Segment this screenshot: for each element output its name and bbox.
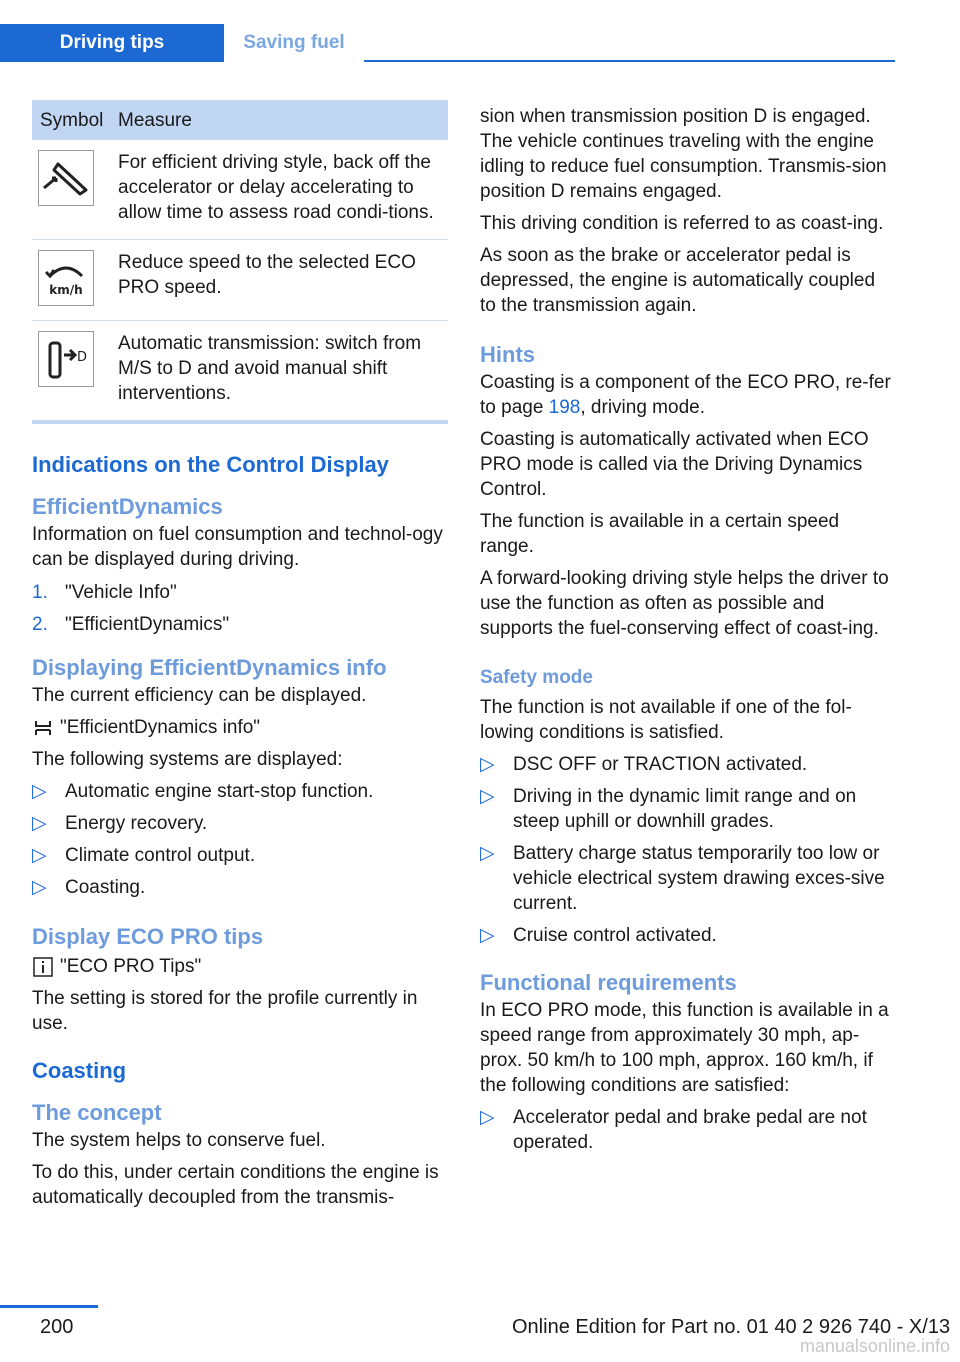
accelerator-pedal-icon	[38, 150, 94, 206]
menu-line	[32, 715, 448, 740]
paragraph: The system helps to conserve fuel.	[32, 1130, 326, 1151]
page-number: 200	[40, 1316, 74, 1338]
measure-text: For efficient driving style, back off the accelerator or delay accelerating to allow time to assess road condi-tions.	[118, 152, 434, 223]
step-text: "Vehicle Info"	[65, 582, 177, 603]
steps-list	[32, 580, 448, 637]
svg-text:D: D	[76, 350, 88, 365]
step-text: "EfficientDynamics"	[65, 614, 230, 635]
right-column	[480, 104, 896, 1155]
header-symbol: Symbol	[40, 109, 104, 131]
paragraph: This driving condition is referred to as coast-ing.	[480, 213, 884, 234]
efficientdynamics-icon	[32, 717, 54, 739]
triangle-bullet-icon: ▷	[32, 781, 47, 802]
page-link[interactable]: 198	[548, 397, 581, 418]
menu-label: "EfficientDynamics info"	[60, 717, 261, 738]
footer-rule	[0, 1305, 98, 1308]
triangle-bullet-icon: ▷	[480, 754, 495, 775]
heading-safety-mode: Safety mode	[480, 667, 593, 688]
table-row	[32, 140, 448, 240]
paragraph: sion when transmission position D is engaged. The vehicle continues traveling with the engine idling to reduce fuel consumption. Transmis-sion position D remains engaged.	[480, 106, 887, 202]
paragraph: As soon as the brake or accelerator pedal is depressed, the engine is automatically coupled to the transmission again.	[480, 245, 876, 316]
paragraph: Information on fuel consumption and technol-ogy can be displayed during driving.	[32, 524, 443, 570]
paragraph: The following systems are displayed:	[32, 749, 343, 770]
info-icon	[32, 956, 54, 978]
heading-concept: The concept	[32, 1100, 162, 1125]
header-measure: Measure	[118, 109, 192, 131]
measure-text: Reduce speed to the selected ECO PRO speed.	[118, 252, 416, 298]
paragraph: To do this, under certain conditions the engine is automatically decoupled from the transmis-	[32, 1162, 439, 1208]
triangle-bullet-icon: ▷	[480, 925, 495, 946]
list-item: ▷ Energy recovery.	[32, 813, 208, 834]
tab-saving-fuel[interactable]: Saving fuel	[224, 24, 364, 62]
triangle-bullet-icon: ▷	[32, 845, 47, 866]
heading-indications: Indications on the Control Display	[32, 452, 389, 477]
triangle-bullet-icon: ▷	[32, 813, 47, 834]
triangle-bullet-icon: ▷	[480, 786, 495, 807]
table-row	[32, 321, 448, 424]
online-edition-note: Online Edition for Part no. 01 40 2 926 740 - X/13	[512, 1316, 951, 1338]
svg-text:km/h: km/h	[49, 283, 83, 297]
paragraph-hints: Coasting is a component of the ECO PRO, re-fer to page 198, driving mode.	[480, 372, 891, 418]
heading-hints: Hints	[480, 342, 535, 367]
list-item: ▷ Automatic engine start-stop function.	[32, 781, 374, 802]
left-column	[32, 100, 448, 1210]
heading-coasting: Coasting	[32, 1058, 127, 1083]
menu-label: "ECO PRO Tips"	[60, 956, 202, 977]
table-header	[32, 100, 448, 140]
paragraph: The function is not available if one of the fol-lowing conditions is satisfied.	[480, 697, 852, 743]
requirements-list	[480, 1105, 896, 1155]
systems-list	[32, 779, 448, 900]
heading-displaying: Displaying EfficientDynamics info	[32, 655, 387, 680]
list-item: ▷ Cruise control activated.	[480, 925, 717, 946]
list-item: ▷ Climate control output.	[32, 845, 256, 866]
heading-display-tips: Display ECO PRO tips	[32, 924, 264, 949]
triangle-bullet-icon: ▷	[480, 1107, 495, 1128]
triangle-bullet-icon: ▷	[480, 843, 495, 864]
list-item	[32, 612, 448, 637]
list-item: ▷ Driving in the dynamic limit range and on steep uphill or downhill grades.	[480, 786, 857, 832]
list-item: ▷ Accelerator pedal and brake pedal are not operated.	[480, 1107, 867, 1153]
paragraph: The function is available in a certain speed range.	[480, 511, 840, 557]
paragraph: The current efficiency can be displayed.	[32, 685, 367, 706]
table-row	[32, 240, 448, 321]
list-item: ▷ DSC OFF or TRACTION activated.	[480, 754, 808, 775]
paragraph: A forward-looking driving style helps the driver to use the function as often as possible and supports the fuel-conserving effect of coast-ing.	[480, 568, 889, 639]
list-item: ▷ Coasting.	[32, 877, 146, 898]
paragraph: Coasting is automatically activated when ECO PRO mode is called via the Driving Dynamics Control.	[480, 429, 869, 500]
step-number: 1.	[32, 582, 48, 603]
tab-driving-tips[interactable]: Driving tips	[0, 24, 224, 62]
watermark: manualsonline.info	[799, 1336, 950, 1356]
section-tabs	[0, 24, 895, 62]
list-item	[32, 580, 448, 605]
list-item: ▷ Battery charge status temporarily too low or vehicle electrical system drawing exces-sive current.	[480, 843, 885, 914]
gear-lever-d-icon	[38, 331, 94, 387]
speedometer-kmh-icon	[38, 250, 94, 306]
menu-line	[32, 954, 448, 979]
heading-efficientdynamics: EfficientDynamics	[32, 494, 223, 519]
paragraph: In ECO PRO mode, this function is available in a speed range from approximately 30 mph, ap-prox. 50 km/h to 100 mph, approx. 160 km/h, if the following conditions are satisfied:	[480, 1000, 889, 1096]
heading-functional-requirements: Functional requirements	[480, 970, 737, 995]
safety-list	[480, 752, 896, 948]
triangle-bullet-icon: ▷	[32, 877, 47, 898]
paragraph: The setting is stored for the profile currently in use.	[32, 988, 418, 1034]
symbol-table	[32, 100, 448, 424]
step-number: 2.	[32, 614, 48, 635]
measure-text: Automatic transmission: switch from M/S to D and avoid manual shift interventions.	[118, 333, 422, 404]
